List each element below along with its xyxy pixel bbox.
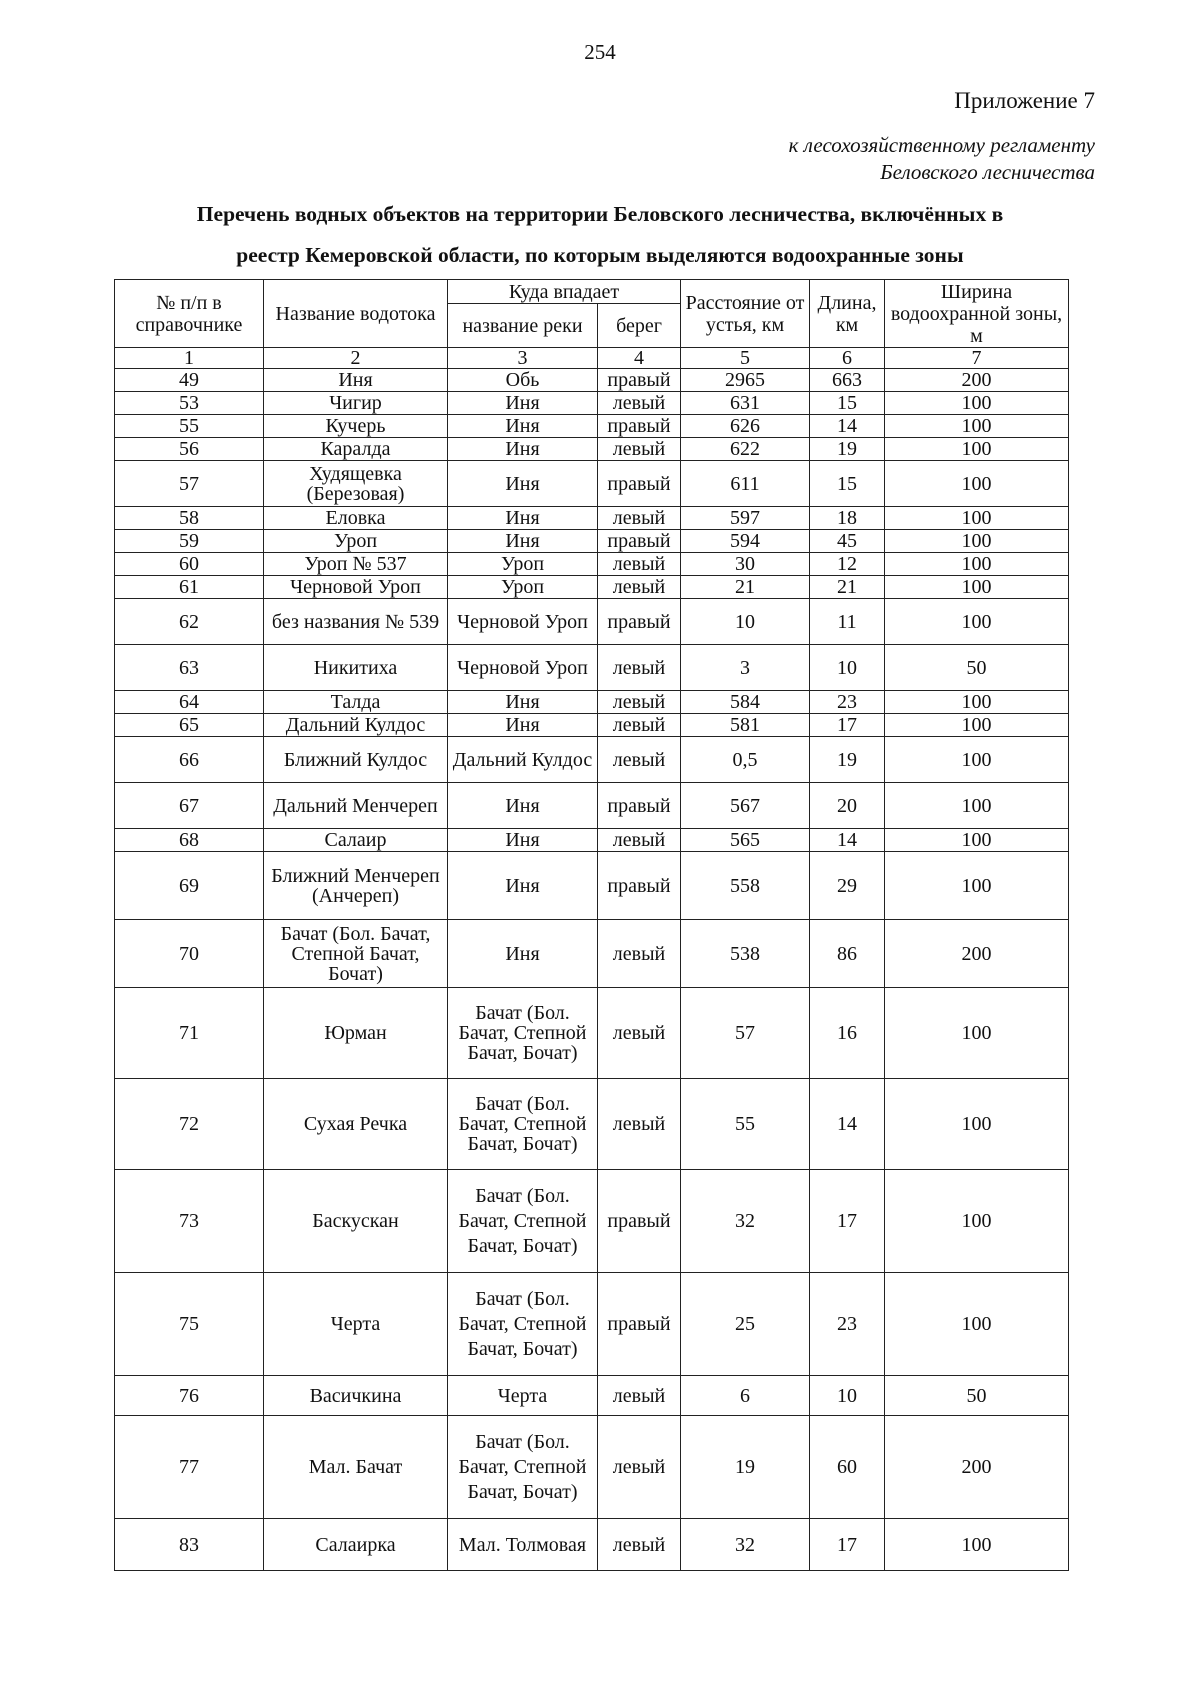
cell-distance: 594: [681, 530, 810, 553]
cell-zone-width: 50: [885, 645, 1069, 691]
cell-watercourse-name: Ближний Менчереп (Анчереп): [264, 852, 448, 920]
table-row: [115, 576, 1069, 599]
cell-number: 70: [115, 920, 264, 988]
cell-watercourse-name: Салаирка: [264, 1519, 448, 1571]
cell-number: 55: [115, 415, 264, 438]
cell-distance: 626: [681, 415, 810, 438]
cell-distance: 10: [681, 599, 810, 645]
cell-river-name: Иня: [448, 852, 598, 920]
cell-bank: левый: [598, 645, 681, 691]
cell-distance: 631: [681, 392, 810, 415]
cell-watercourse-name: Черновой Уроп: [264, 576, 448, 599]
cell-watercourse-name: Дальний Менчереп: [264, 783, 448, 829]
cell-river-name: Иня: [448, 783, 598, 829]
appendix-subtitle-line-1: к лесохозяйственному регламенту: [788, 133, 1095, 157]
cell-bank: левый: [598, 507, 681, 530]
cell-watercourse-name: Каралда: [264, 438, 448, 461]
column-number: 7: [885, 348, 1069, 369]
column-number: 2: [264, 348, 448, 369]
cell-watercourse-name: Ближний Кулдос: [264, 737, 448, 783]
table-row: [115, 415, 1069, 438]
cell-number: 53: [115, 392, 264, 415]
cell-river-name: Бачат (Бол. Бачат, Степной Бачат, Бочат): [448, 1079, 598, 1170]
cell-river-name: Иня: [448, 829, 598, 852]
table-row: [115, 645, 1069, 691]
cell-number: 71: [115, 988, 264, 1079]
cell-distance: 21: [681, 576, 810, 599]
cell-zone-width: 100: [885, 714, 1069, 737]
cell-watercourse-name: Уроп: [264, 530, 448, 553]
cell-zone-width: 100: [885, 783, 1069, 829]
cell-river-name: Дальний Кулдос: [448, 737, 598, 783]
cell-zone-width: 50: [885, 1376, 1069, 1416]
cell-bank: правый: [598, 599, 681, 645]
cell-river-name: Бачат (Бол. Бачат, Степной Бачат, Бочат): [448, 1273, 598, 1376]
cell-river-name: Мал. Толмовая: [448, 1519, 598, 1571]
table-row: [115, 1273, 1069, 1376]
cell-watercourse-name: без названия № 539: [264, 599, 448, 645]
cell-length: 14: [810, 415, 885, 438]
water-bodies-table: [114, 279, 1069, 1571]
cell-zone-width: 100: [885, 576, 1069, 599]
cell-number: 63: [115, 645, 264, 691]
cell-bank: левый: [598, 392, 681, 415]
cell-zone-width: 100: [885, 988, 1069, 1079]
cell-number: 56: [115, 438, 264, 461]
cell-watercourse-name: Мал. Бачат: [264, 1416, 448, 1519]
cell-length: 15: [810, 392, 885, 415]
cell-bank: левый: [598, 829, 681, 852]
cell-bank: левый: [598, 576, 681, 599]
header-bank: берег: [598, 304, 681, 348]
table-row: [115, 714, 1069, 737]
cell-bank: левый: [598, 714, 681, 737]
cell-river-name: Иня: [448, 920, 598, 988]
column-number: 6: [810, 348, 885, 369]
cell-distance: 6: [681, 1376, 810, 1416]
cell-river-name: Уроп: [448, 553, 598, 576]
cell-watercourse-name: Иня: [264, 369, 448, 392]
cell-number: 58: [115, 507, 264, 530]
column-number: 4: [598, 348, 681, 369]
cell-zone-width: 200: [885, 369, 1069, 392]
cell-number: 57: [115, 461, 264, 507]
cell-river-name: Иня: [448, 461, 598, 507]
table-row: [115, 1416, 1069, 1519]
cell-zone-width: 100: [885, 1519, 1069, 1571]
header-zone-width: Ширина водоохранной зоны, м: [885, 280, 1069, 348]
column-number: 1: [115, 348, 264, 369]
cell-distance: 597: [681, 507, 810, 530]
cell-zone-width: 100: [885, 829, 1069, 852]
cell-number: 67: [115, 783, 264, 829]
cell-bank: левый: [598, 988, 681, 1079]
cell-distance: 581: [681, 714, 810, 737]
cell-zone-width: 100: [885, 852, 1069, 920]
cell-length: 17: [810, 1519, 885, 1571]
appendix-title: Приложение 7: [954, 88, 1095, 113]
cell-distance: 32: [681, 1519, 810, 1571]
cell-bank: левый: [598, 691, 681, 714]
table-row: [115, 599, 1069, 645]
cell-distance: 622: [681, 438, 810, 461]
cell-distance: 3: [681, 645, 810, 691]
cell-zone-width: 100: [885, 415, 1069, 438]
cell-zone-width: 200: [885, 920, 1069, 988]
table-row: [115, 553, 1069, 576]
cell-zone-width: 100: [885, 530, 1069, 553]
cell-watercourse-name: Бачат (Бол. Бачат, Степной Бачат, Бочат): [264, 920, 448, 988]
cell-length: 11: [810, 599, 885, 645]
cell-river-name: Иня: [448, 438, 598, 461]
cell-number: 68: [115, 829, 264, 852]
cell-length: 15: [810, 461, 885, 507]
cell-bank: правый: [598, 1170, 681, 1273]
cell-distance: 19: [681, 1416, 810, 1519]
cell-number: 61: [115, 576, 264, 599]
cell-river-name: Обь: [448, 369, 598, 392]
cell-zone-width: 100: [885, 691, 1069, 714]
table-row: [115, 530, 1069, 553]
cell-river-name: Черновой Уроп: [448, 645, 598, 691]
cell-watercourse-name: Талда: [264, 691, 448, 714]
cell-length: 60: [810, 1416, 885, 1519]
cell-zone-width: 100: [885, 1273, 1069, 1376]
cell-watercourse-name: Еловка: [264, 507, 448, 530]
cell-bank: левый: [598, 553, 681, 576]
cell-distance: 558: [681, 852, 810, 920]
table-row: [115, 392, 1069, 415]
page-number: 254: [584, 40, 616, 64]
table-row: [115, 1170, 1069, 1273]
cell-river-name: Иня: [448, 507, 598, 530]
cell-zone-width: 100: [885, 507, 1069, 530]
cell-watercourse-name: Чигир: [264, 392, 448, 415]
cell-bank: левый: [598, 1376, 681, 1416]
cell-length: 20: [810, 783, 885, 829]
cell-zone-width: 100: [885, 392, 1069, 415]
cell-distance: 30: [681, 553, 810, 576]
table-row: [115, 1376, 1069, 1416]
cell-watercourse-name: Баскускан: [264, 1170, 448, 1273]
cell-river-name: Черта: [448, 1376, 598, 1416]
cell-river-name: Иня: [448, 392, 598, 415]
cell-length: 663: [810, 369, 885, 392]
document-title-line-2: реестр Кемеровской области, по которым выделяются водоохранные зоны: [236, 243, 964, 267]
cell-length: 18: [810, 507, 885, 530]
cell-river-name: Иня: [448, 530, 598, 553]
cell-length: 10: [810, 645, 885, 691]
cell-length: 10: [810, 1376, 885, 1416]
cell-distance: 584: [681, 691, 810, 714]
cell-zone-width: 100: [885, 553, 1069, 576]
cell-river-name: Иня: [448, 714, 598, 737]
cell-zone-width: 200: [885, 1416, 1069, 1519]
cell-watercourse-name: Дальний Кулдос: [264, 714, 448, 737]
cell-number: 83: [115, 1519, 264, 1571]
table-row: [115, 737, 1069, 783]
cell-distance: 538: [681, 920, 810, 988]
header-river-name: название реки: [448, 304, 598, 348]
header-watercourse-name: Название водотока: [264, 280, 448, 348]
cell-watercourse-name: Кучерь: [264, 415, 448, 438]
cell-length: 29: [810, 852, 885, 920]
cell-distance: 32: [681, 1170, 810, 1273]
cell-river-name: Иня: [448, 691, 598, 714]
column-numbers-row: [115, 348, 1069, 369]
cell-length: 17: [810, 1170, 885, 1273]
table-row: [115, 1519, 1069, 1571]
table-row: [115, 461, 1069, 507]
table-row: [115, 988, 1069, 1079]
cell-zone-width: 100: [885, 438, 1069, 461]
table-row: [115, 691, 1069, 714]
cell-distance: 567: [681, 783, 810, 829]
cell-length: 14: [810, 1079, 885, 1170]
document-title: [110, 194, 1090, 276]
header-length: Длина, км: [810, 280, 885, 348]
cell-distance: 57: [681, 988, 810, 1079]
appendix-subtitle-line-2: Беловского лесничества: [880, 160, 1095, 184]
cell-length: 19: [810, 737, 885, 783]
cell-watercourse-name: Худящевка (Березовая): [264, 461, 448, 507]
table-row: [115, 783, 1069, 829]
cell-river-name: Бачат (Бол. Бачат, Степной Бачат, Бочат): [448, 988, 598, 1079]
cell-distance: 611: [681, 461, 810, 507]
cell-number: 66: [115, 737, 264, 783]
cell-length: 23: [810, 691, 885, 714]
cell-length: 16: [810, 988, 885, 1079]
cell-bank: левый: [598, 1079, 681, 1170]
document-title-line-1: Перечень водных объектов на территории Беловского лесничества, включённых в: [196, 202, 1004, 226]
cell-river-name: Черновой Уроп: [448, 599, 598, 645]
cell-number: 49: [115, 369, 264, 392]
cell-length: 12: [810, 553, 885, 576]
cell-length: 19: [810, 438, 885, 461]
cell-bank: правый: [598, 461, 681, 507]
cell-watercourse-name: Никитиха: [264, 645, 448, 691]
cell-watercourse-name: Черта: [264, 1273, 448, 1376]
cell-river-name: Уроп: [448, 576, 598, 599]
table-row: [115, 507, 1069, 530]
table-row: [115, 829, 1069, 852]
cell-bank: левый: [598, 1416, 681, 1519]
cell-length: 45: [810, 530, 885, 553]
cell-number: 65: [115, 714, 264, 737]
cell-watercourse-name: Юрман: [264, 988, 448, 1079]
cell-distance: 55: [681, 1079, 810, 1170]
cell-distance: 2965: [681, 369, 810, 392]
table-row: [115, 920, 1069, 988]
table-row: [115, 852, 1069, 920]
cell-length: 23: [810, 1273, 885, 1376]
cell-watercourse-name: Салаир: [264, 829, 448, 852]
column-number: 5: [681, 348, 810, 369]
cell-length: 14: [810, 829, 885, 852]
cell-number: 69: [115, 852, 264, 920]
cell-river-name: Бачат (Бол. Бачат, Степной Бачат, Бочат): [448, 1170, 598, 1273]
cell-length: 21: [810, 576, 885, 599]
cell-length: 86: [810, 920, 885, 988]
header-distance: Расстояние от устья, км: [681, 280, 810, 348]
cell-number: 72: [115, 1079, 264, 1170]
cell-bank: правый: [598, 530, 681, 553]
cell-number: 60: [115, 553, 264, 576]
cell-bank: левый: [598, 1519, 681, 1571]
cell-number: 62: [115, 599, 264, 645]
table-row: [115, 438, 1069, 461]
column-number: 3: [448, 348, 598, 369]
cell-distance: 25: [681, 1273, 810, 1376]
table-body: [115, 348, 1069, 1571]
cell-bank: правый: [598, 369, 681, 392]
cell-bank: правый: [598, 415, 681, 438]
cell-zone-width: 100: [885, 1170, 1069, 1273]
cell-river-name: Бачат (Бол. Бачат, Степной Бачат, Бочат): [448, 1416, 598, 1519]
cell-number: 64: [115, 691, 264, 714]
table-row: [115, 1079, 1069, 1170]
cell-distance: 0,5: [681, 737, 810, 783]
cell-bank: правый: [598, 783, 681, 829]
cell-zone-width: 100: [885, 599, 1069, 645]
header-number: № п/п в справочнике: [115, 280, 264, 348]
cell-watercourse-name: Васичкина: [264, 1376, 448, 1416]
cell-number: 73: [115, 1170, 264, 1273]
cell-bank: левый: [598, 438, 681, 461]
cell-zone-width: 100: [885, 461, 1069, 507]
cell-bank: правый: [598, 1273, 681, 1376]
cell-number: 75: [115, 1273, 264, 1376]
header-flows-into: Куда впадает: [448, 280, 681, 304]
cell-length: 17: [810, 714, 885, 737]
cell-zone-width: 100: [885, 1079, 1069, 1170]
cell-distance: 565: [681, 829, 810, 852]
cell-bank: левый: [598, 737, 681, 783]
appendix-subtitle: [789, 132, 1095, 186]
cell-bank: правый: [598, 852, 681, 920]
cell-watercourse-name: Сухая Речка: [264, 1079, 448, 1170]
cell-number: 77: [115, 1416, 264, 1519]
cell-number: 76: [115, 1376, 264, 1416]
cell-bank: левый: [598, 920, 681, 988]
cell-zone-width: 100: [885, 737, 1069, 783]
table-row: [115, 369, 1069, 392]
cell-river-name: Иня: [448, 415, 598, 438]
cell-watercourse-name: Уроп № 537: [264, 553, 448, 576]
cell-number: 59: [115, 530, 264, 553]
